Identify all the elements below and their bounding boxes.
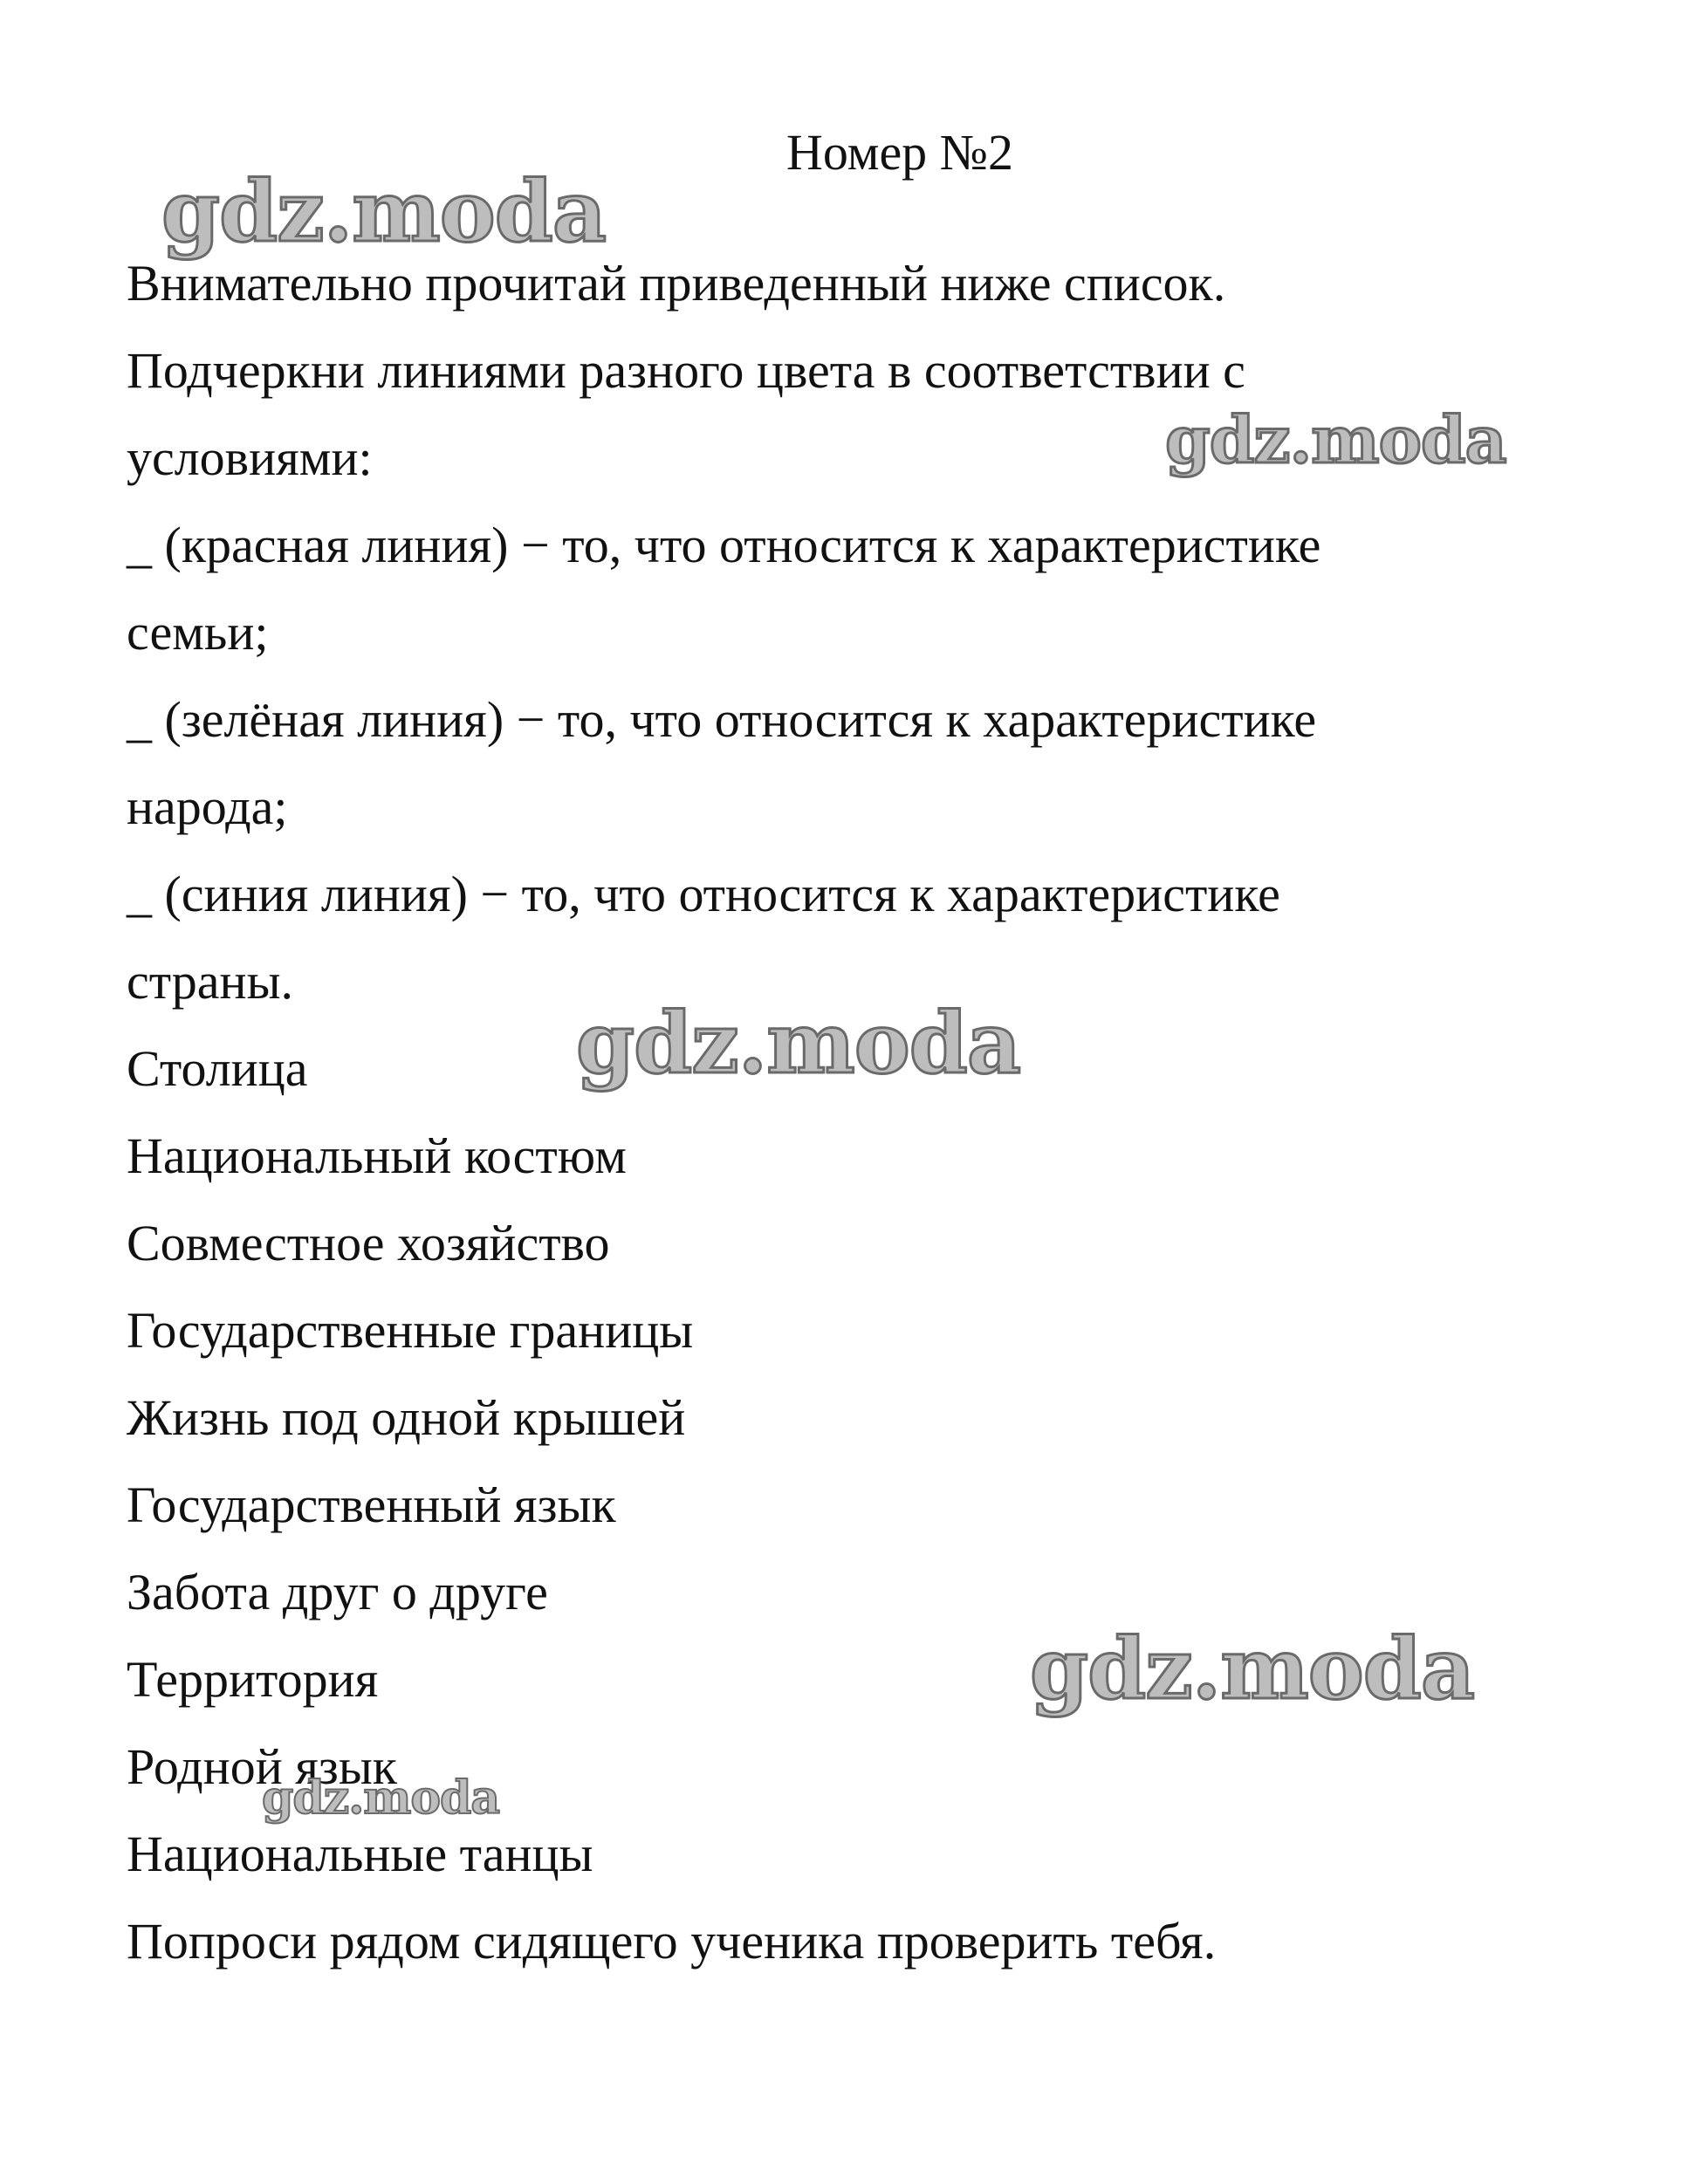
watermark: gdz.moda xyxy=(161,162,607,261)
instruction-line-2: Подчеркни линиями разного цвета в соответствии с xyxy=(127,342,1245,399)
list-item-7: Забота друг о друге xyxy=(127,1564,548,1620)
watermark: gdz.moda xyxy=(1165,403,1506,478)
list-item-10: Национальные танцы xyxy=(127,1826,593,1882)
list-item-6: Государственный язык xyxy=(127,1476,616,1533)
list-item-3: Совместное хозяйство xyxy=(127,1215,610,1271)
instruction-line-3: условиями: xyxy=(127,429,373,486)
instruction-line-6: _ (зелёная линия) − то, что относится к характеристике xyxy=(127,691,1317,748)
list-item-8: Территория xyxy=(127,1651,379,1708)
watermark: gdz.moda xyxy=(262,1771,500,1825)
closing-line: Попроси рядом сидящего ученика проверить тебя. xyxy=(127,1913,1217,1970)
list-item-1: Столица xyxy=(127,1040,308,1097)
instruction-line-1: Внимательно прочитай приведенный ниже список. xyxy=(127,255,1226,312)
instruction-line-4: _ (красная линия) − то, что относится к характеристике xyxy=(127,517,1321,573)
instruction-line-5: семьи; xyxy=(127,604,269,661)
instruction-line-7: народа; xyxy=(127,778,288,835)
instruction-line-8: _ (синия линия) − то, что относится к характеристике xyxy=(127,866,1280,922)
page-title: Номер №2 xyxy=(785,124,1014,181)
instruction-line-9: страны. xyxy=(127,953,294,1010)
list-item-5: Жизнь под одной крышей xyxy=(127,1389,686,1446)
watermark: gdz.moda xyxy=(1030,1620,1475,1718)
list-item-2: Национальный костюм xyxy=(127,1127,627,1184)
list-item-4: Государственные границы xyxy=(127,1302,694,1359)
watermark: gdz.moda xyxy=(576,994,1021,1093)
list-item-9: Родной язык xyxy=(127,1738,397,1795)
